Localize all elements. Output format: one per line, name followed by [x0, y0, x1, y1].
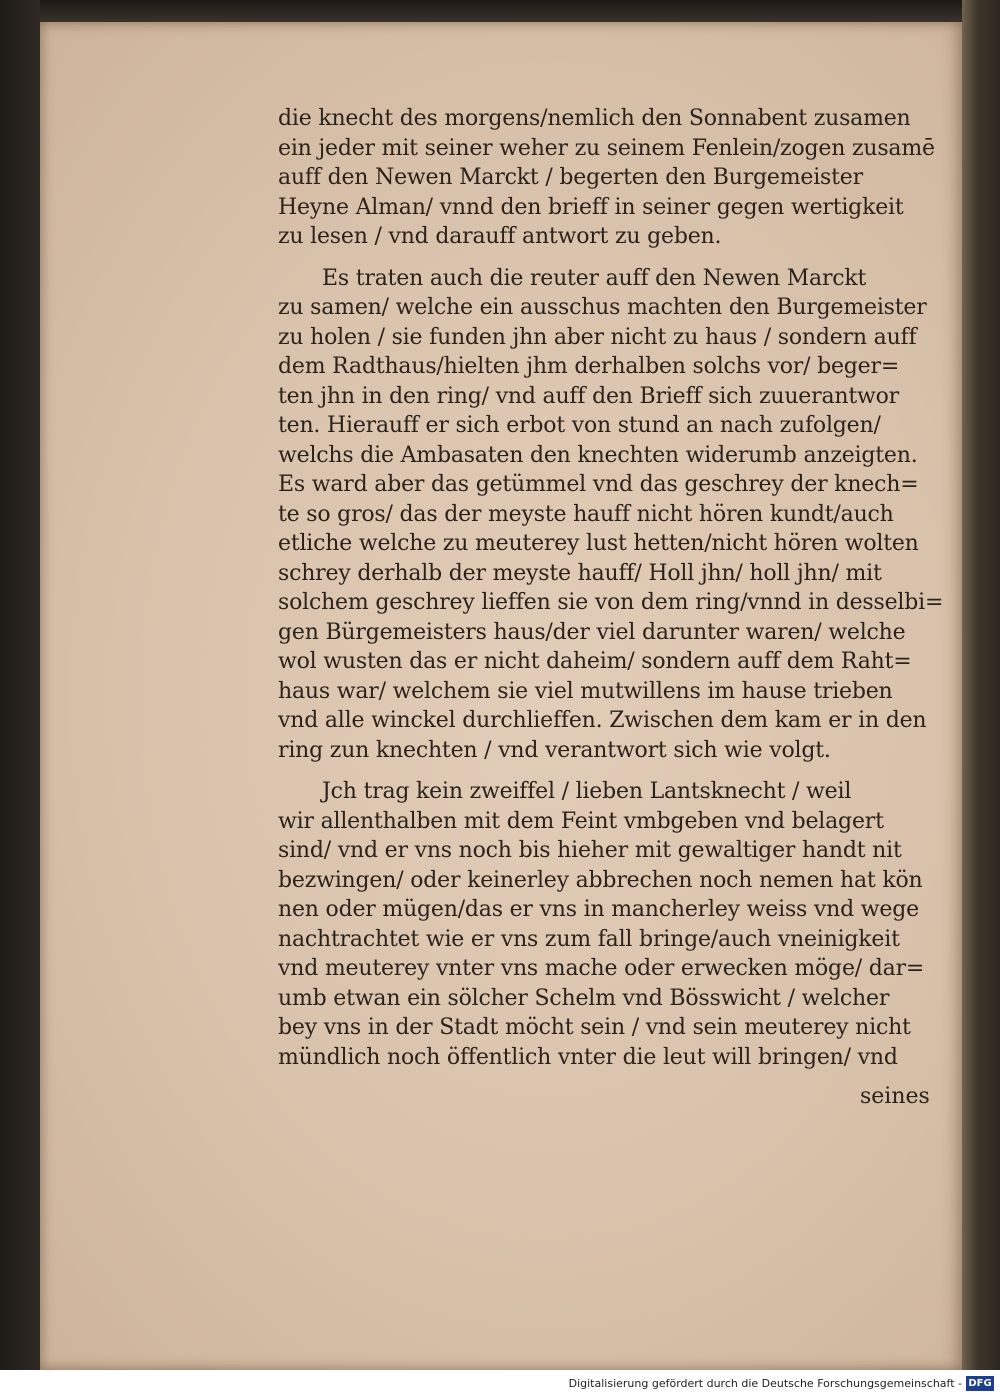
text-line: auff den Newen Marckt / begerten den Burgemeister — [278, 165, 863, 190]
text-line: Es ward aber das getümmel vnd das geschrey der knech= — [278, 472, 919, 497]
text-line: zu holen / sie funden jhn aber nicht zu haus / sondern auff — [278, 324, 917, 350]
text-line: bey vns in der Stadt möcht sein / vnd sein meuterey nicht — [278, 1015, 911, 1040]
text-line: zu samen/ welche ein ausschus machten den Burgemeister — [278, 295, 927, 320]
text-line: umb etwan ein sölcher Schelm vnd Bösswicht / welcher — [278, 985, 890, 1011]
text-line: zu lesen / vnd darauff antwort zu geben. — [278, 224, 722, 249]
text-line: haus war/ welchem sie viel mutwillens im hause trieben — [278, 678, 893, 704]
book-page — [40, 22, 962, 1370]
text-line: solchem geschrey lieffen sie von dem ring/vnnd in desselbi= — [278, 590, 944, 615]
text-line: Es traten auch die reuter auff den Newen Marckt — [322, 265, 867, 291]
text-line: wir allenthalben mit dem Feint vmbgeben vnd belagert — [278, 808, 884, 834]
text-line: vnd alle winckel durchlieffen. Zwischen dem kam er in den — [278, 708, 927, 733]
text-line: bezwingen/ oder keinerley abbrechen noch nemen hat kön — [278, 867, 923, 893]
funding-credit: Digitalisierung gefördert durch die Deutsche Forschungsgemeinschaft - — [568, 1377, 962, 1390]
text-line: ring zun knechten / vnd verantwort sich wie volgt. — [278, 737, 831, 763]
dfg-logo-icon: DFG — [966, 1376, 994, 1391]
text-line: vnd meuterey vnter vns mache oder erwecken möge/ dar= — [278, 956, 925, 981]
text-line: sind/ vnd er vns noch bis hieher mit gewaltiger handt nit — [278, 838, 902, 863]
cover-right-edge — [962, 0, 1000, 1370]
text-line: Jch trag kein zweiffel / lieben Lantsknecht / weil — [322, 779, 852, 804]
text-line: ten jhn in den ring/ vnd auff den Brieff sich zuuerantwor — [278, 383, 899, 409]
text-line: dem Radthaus/hielten jhm derhalben solchs vor/ beger= — [278, 354, 900, 379]
text-line: ten. Hierauff er sich erbot von stund an nach zufolgen/ — [278, 413, 881, 438]
text-line: nen oder mügen/das er vns in mancherley weiss vnd wege — [278, 897, 919, 922]
text-line: gen Bürgemeisters haus/der viel darunter waren/ welche — [278, 619, 906, 645]
cover-left-edge — [0, 0, 40, 1370]
text-line: wol wusten das er nicht daheim/ sondern auff dem Raht= — [278, 649, 912, 674]
binding-edge — [0, 0, 1000, 24]
text-line: nachtrachtet wie er vns zum fall bringe/auch vneinigkeit — [278, 926, 900, 952]
page-text — [278, 104, 958, 1072]
text-line: schrey derhalb der meyste hauff/ Holl jhn/ holl jhn/ mit — [278, 560, 882, 586]
text-line: Heyne Alman/ vnnd den brieff in seiner gegen wertigkeit — [278, 194, 904, 220]
text-line: die knecht des morgens/nemlich den Sonnabent zusamen — [278, 106, 911, 131]
text-line: etliche welche zu meuterey lust hetten/nicht hören wolten — [278, 531, 919, 556]
credit-footer — [0, 1370, 1000, 1395]
text-line: mündlich noch öffentlich vnter die leut will bringen/ vnd — [278, 1044, 898, 1070]
text-line: welchs die Ambasaten den knechten widerumb anzeigten. — [278, 442, 918, 468]
catchword: seines — [860, 1084, 930, 1109]
text-line: te so gros/ das der meyste hauff nicht hören kundt/auch — [278, 501, 894, 527]
text-line: ein jeder mit seiner weher zu seinem Fenlein/zogen zusamē — [278, 135, 935, 161]
